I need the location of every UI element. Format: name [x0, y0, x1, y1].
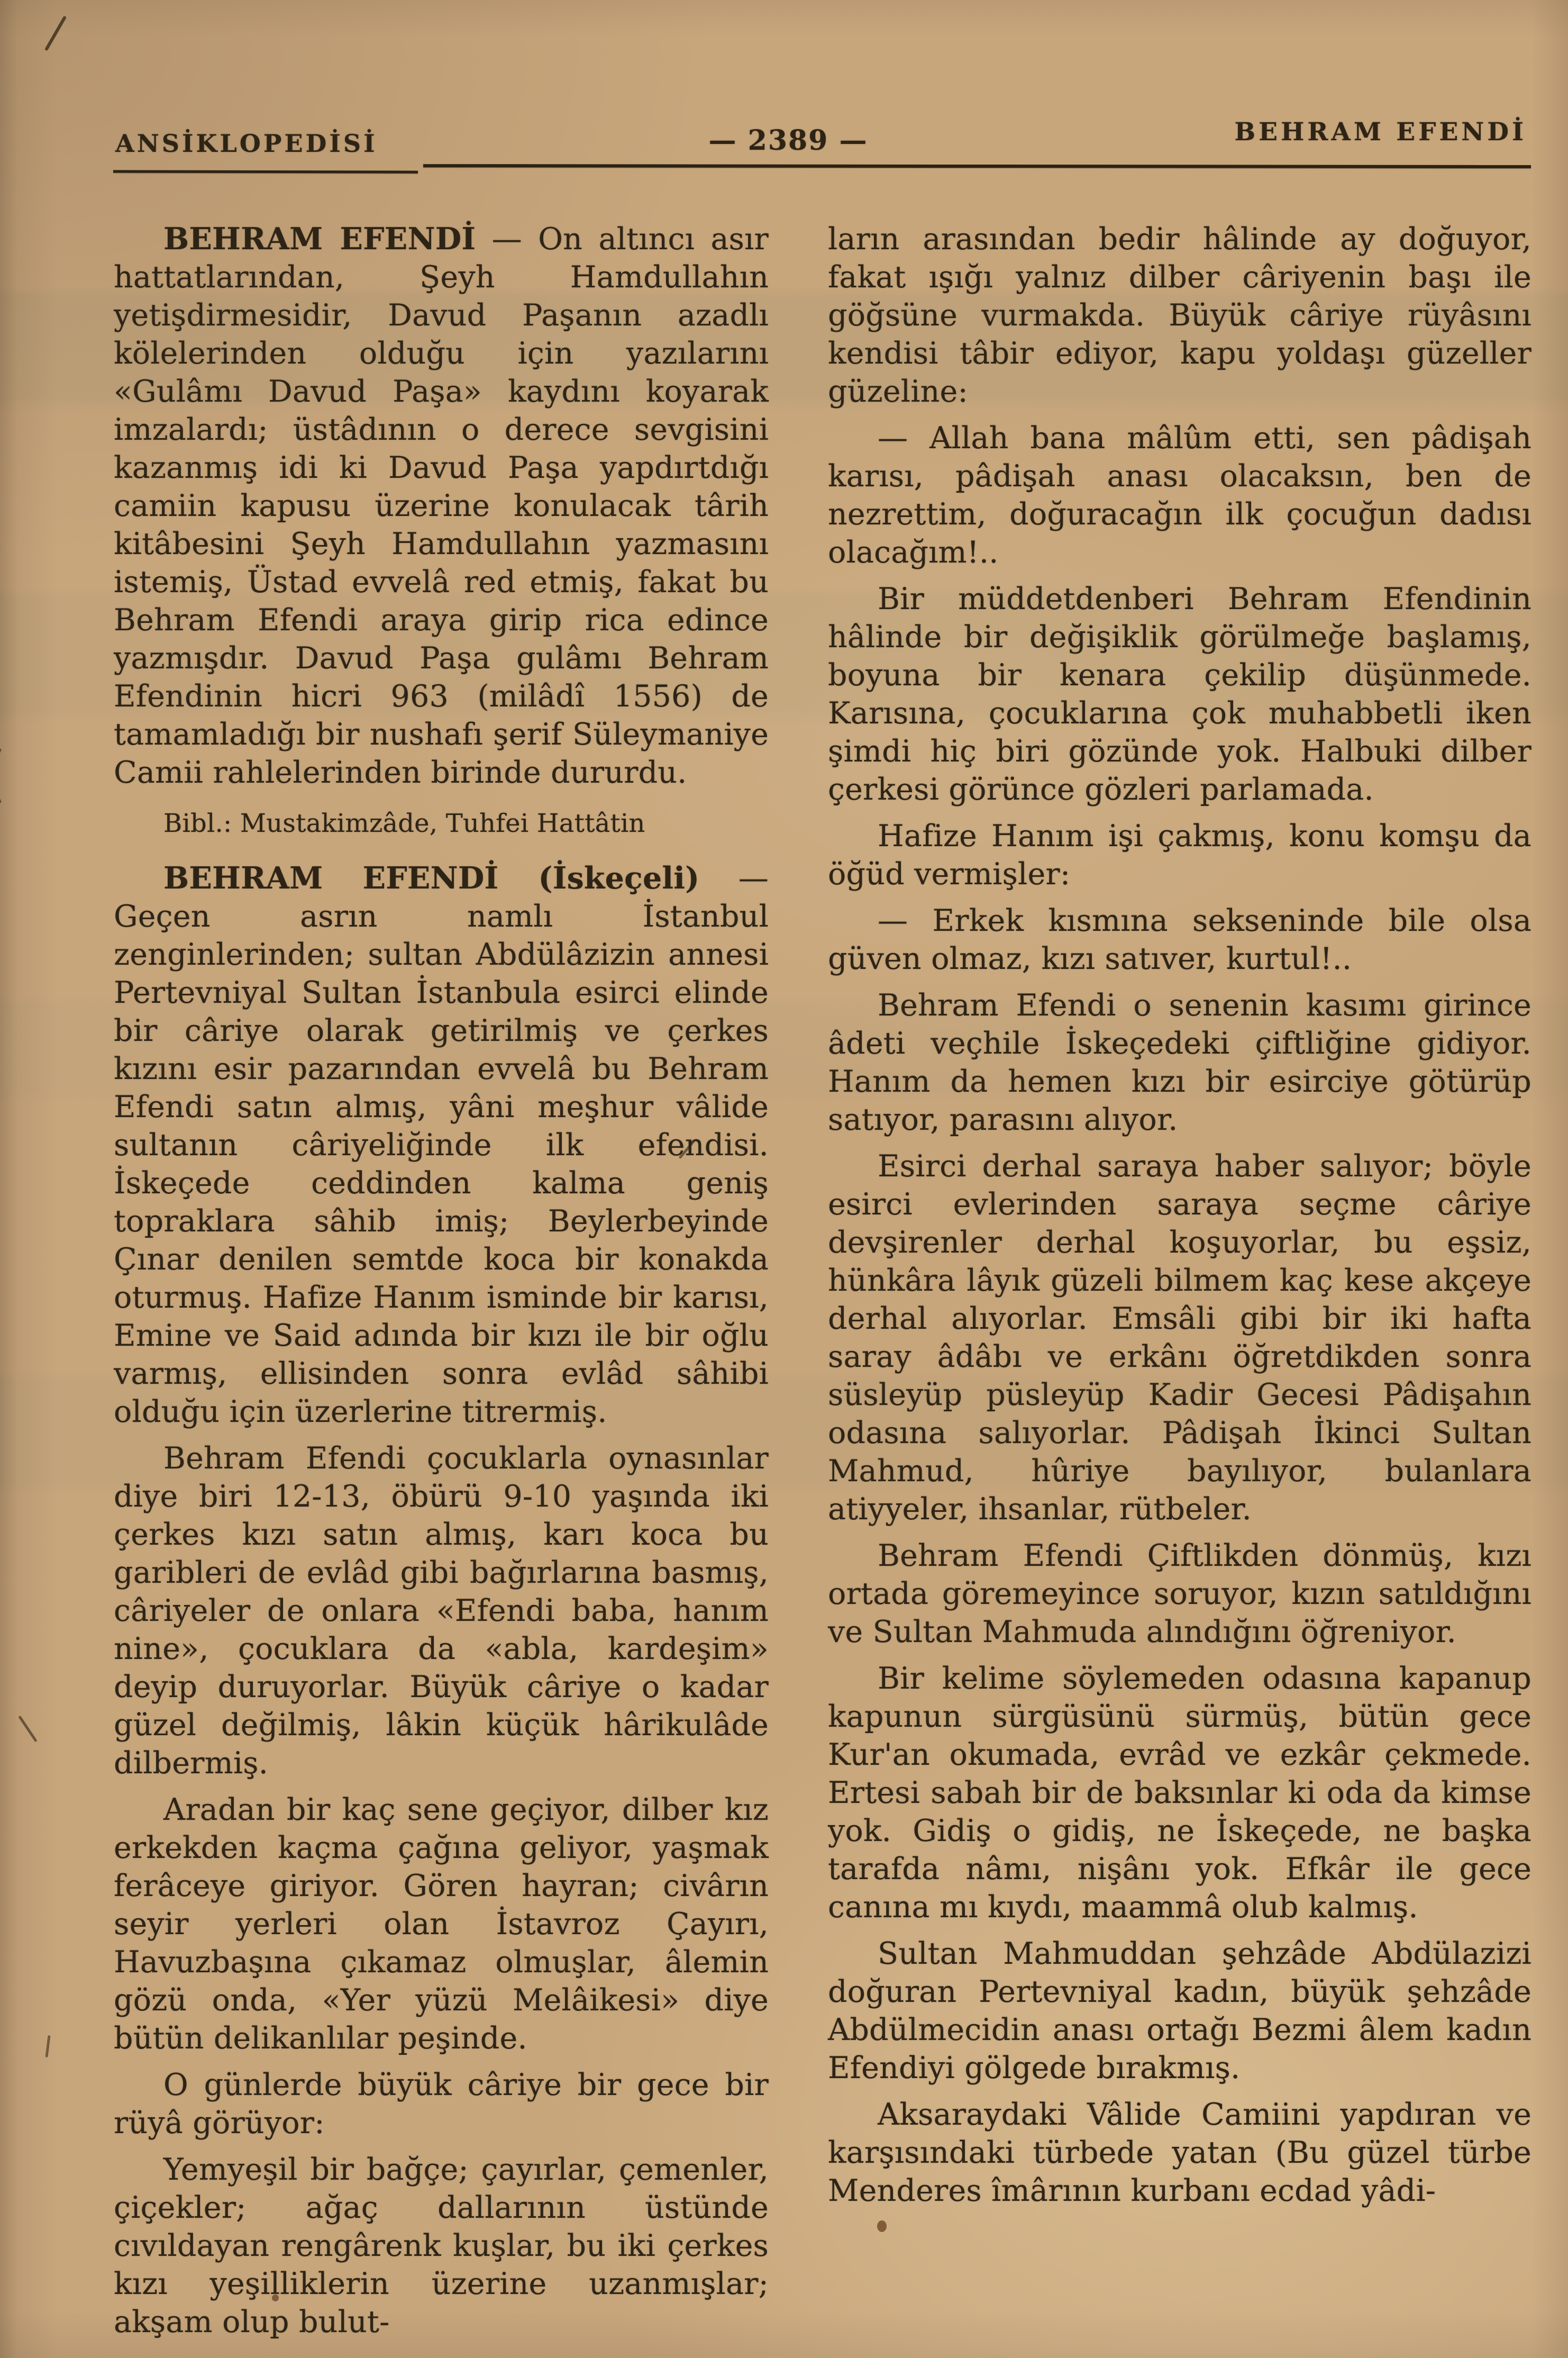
- paragraph: [828, 220, 1531, 411]
- paragraph: [828, 1659, 1531, 1926]
- paragraph: [828, 817, 1531, 893]
- paragraph: [828, 986, 1531, 1139]
- paragraph-text: — Erkek kısmına sekseninde bile olsa güven olmaz, kızı satıver, kurtul!..: [828, 903, 1531, 976]
- paragraph-text: Yemyeşil bir bağçe; çayırlar, çemenler, çiçekler; ağaç dallarının üstünde cıvıldayan rengârenk kuşlar, bu iki çerkes kızı yeşilliklerin üzerine uzanmışlar; akşam olup bulut-: [114, 2152, 769, 2339]
- paragraph-text: Bibl.: Mustakimzâde, Tuhfei Hattâtin: [163, 809, 645, 838]
- paragraph-text: Behram Efendi Çiftlikden dönmüş, kızı ortada göremeyince soruyor, kızın satıldığını ve Sultan Mahmuda alındığını öğreniyor.: [828, 1538, 1531, 1649]
- paragraph: [828, 902, 1531, 978]
- paragraph-text: Behram Efendi o senenin kasımı girince âdeti veçhile İskeçedeki çiftliğine gidiyor. Hanım da hemen kızı bir esirciye götürüp satıyor, parasını alıyor.: [828, 988, 1531, 1137]
- paragraph-text: Esirci derhal saraya haber salıyor; böyle esirci evlerinden saraya seçme câriye devşirenler derhal koşuyorlar, bu eşsiz, hünkâra lâyık güzeli bilmem kaç kese akçeye derhal alıyorlar. Emsâli gibi bir iki hafta saray âdâbı ve erkânı öğretdikden sonra süsleyüp püsleyüp Kadir Gecesi Pâdişahın odasına salıyorlar. Pâdişah İkinci Sultan Mahmud, hûriye bayılıyor, bulanlara atiyyeler, ihsanlar, rütbeler.: [828, 1149, 1531, 1527]
- paragraph-text: Bir kelime söylemeden odasına kapanup kapunun sürgüsünü sürmüş, bütün gece Kur'an okumada, evrâd ve ezkâr çekmede. Ertesi sabah bir de baksınlar ki oda da kimse yok. Gidiş o gidiş, ne İskeçede, ne başka tarafda nâmı, nişânı yok. Efkâr ile gece canına mı kıydı, maammâ olub kalmış.: [828, 1661, 1531, 1925]
- paragraph-text: Hafize Hanım işi çakmış, konu komşu da öğüd vermişler:: [828, 819, 1531, 892]
- bibliography-line: [114, 808, 769, 839]
- paragraph: [114, 2066, 769, 2142]
- paragraph-text: Behram Efendi çocuklarla oynasınlar diye biri 12-13, öbürü 9-10 yaşında iki çerkes kızı satın almış, karı koca bu garibleri de evlâd gibi bağırlarına basmış, câriyeler de onlara «Efendi baba, hanım nine», çocuklara da «abla, kardeşim» deyip duruyorlar. Büyük câriye o kadar güzel değilmiş, lâkin küçük hârikulâde dilbermiş.: [114, 1441, 769, 1781]
- running-title: BEHRAM EFENDİ: [1234, 117, 1527, 147]
- dash-separator: —: [699, 861, 769, 896]
- paragraph: [828, 2096, 1531, 2210]
- paragraph-text: Geçen asrın namlı İstanbul zenginlerinden; sultan Abdülâzizin annesi Pertevniyal Sultan İstanbula esirci elinde bir câriye olarak getirilmiş ve çerkes kızını esir pazarından evvelâ bu Behram Efendi satın almış, yâni meşhur vâlide sultanın câriyeliğinde ilk efendisi. İskeçede ceddinden kalma geniş topraklara sâhib imiş; Beylerbeyinde Çınar denilen semtde koca bir konakda oturmuş. Hafize Hanım isminde bir karısı, Emine ve Said adında bir kızı ile bir oğlu varmış, ellisinden sonra evlâd sâhibi olduğu için üzerlerine titrermiş.: [114, 899, 769, 1429]
- paragraph-text: — Allah bana mâlûm etti, sen pâdişah karısı, pâdişah anası olacaksın, ben de nezrettim, doğuracağın ilk çocuğun dadısı olacağım!..: [828, 421, 1531, 570]
- paper-edge-mark: [0, 741, 23, 811]
- entry-heading: BEHRAM EFENDİ: [163, 221, 476, 257]
- paragraph: [828, 419, 1531, 572]
- paragraph-text: Bir müddetdenberi Behram Efendinin hâlinde bir değişiklik görülmeğe başlamış, boyuna bir kenara çekilip düşünmede. Karısına, çocuklarına çok muhabbetli iken şimdi hiç biri gözünde yok. Halbuki dilber çerkesi görünce gözleri parlamada.: [828, 582, 1531, 807]
- paragraph-text: Sultan Mahmuddan şehzâde Abdülazizi doğuran Pertevniyal kadın, büyük şehzâde Abdülmecidin anası ortağı Bezmi âlem kadın Efendiyi gölgede bırakmış.: [828, 1936, 1531, 2085]
- paragraph: [114, 1791, 769, 2057]
- page-number: — 2389 —: [708, 124, 868, 157]
- paper-pen-mark: [44, 15, 67, 51]
- paragraph: [828, 1537, 1531, 1651]
- article-body: [114, 220, 1537, 2339]
- article-entry: [114, 859, 769, 1431]
- paper-speck: [18, 1716, 38, 1743]
- paper-speck: [45, 2035, 50, 2057]
- article-entry: [114, 220, 769, 792]
- paragraph-text: ların arasından bedir hâlinde ay doğuyor, fakat ışığı yalnız dilber câriyenin başı ile göğsüne vurmakda. Büyük câriye rüyâsını kendisi tâbir ediyor, kapu yoldaşı güzeller güzeline:: [828, 222, 1531, 409]
- dash-separator: —: [476, 222, 539, 257]
- paragraph: [828, 580, 1531, 809]
- paragraph: [114, 1439, 769, 1782]
- encyclopedia-title: ANSİKLOPEDİSİ: [115, 129, 378, 158]
- paragraph: [114, 2151, 769, 2341]
- left-column: [114, 220, 769, 2341]
- entry-heading: BEHRAM EFENDİ (İskeçeli): [163, 860, 700, 896]
- paragraph: [828, 1935, 1531, 2087]
- paragraph-text: On altıncı asır hattatlarından, Şeyh Hamdullahın yetişdirmesidir, Davud Paşanın azadlı kölelerinden olduğu için yazılarını «Gulâmı Davud Paşa» kaydını koyarak imzalardı; üstâdının o derece sevgisini kazanmış idi ki Davud Paşa yapdırtdığı camiin kapusu üzerine konulacak târih kitâbesini Şeyh Hamdullahın yazmasını istemiş, Üstad evvelâ red etmiş, fakat bu Behram Efendi araya girip rica edince yazmışdır. Davud Paşa gulâmı Behram Efendinin hicri 963 (milâdî 1556) de tamamladığı bir nushafı şerif Süleymaniye Camii rahlelerinden birinde dururdu.: [114, 222, 769, 790]
- paragraph-text: Aradan bir kaç sene geçiyor, dilber kız erkekden kaçma çağına geliyor, yaşmak ferâceye giriyor. Gören hayran; civârın seyir yerleri olan İstavroz Çayırı, Havuzbaşına çıkamaz olmuşlar, âlemin gözü onda, «Yer yüzü Melâikesi» diye bütün delikanlılar peşinde.: [114, 1792, 769, 2056]
- header-rule-left: [113, 170, 418, 173]
- paragraph-text: Aksaraydaki Vâlide Camiini yapdıran ve karşısındaki türbede yatan (Bu güzel türbe Menderes îmârının kurbanı ecdad yâdi-: [828, 2097, 1531, 2208]
- paragraph: [828, 1147, 1531, 1528]
- paragraph-text: O günlerde büyük câriye bir gece bir rüyâ görüyor:: [114, 2067, 769, 2141]
- right-column: [828, 220, 1531, 2210]
- header-rule-right: [423, 164, 1531, 168]
